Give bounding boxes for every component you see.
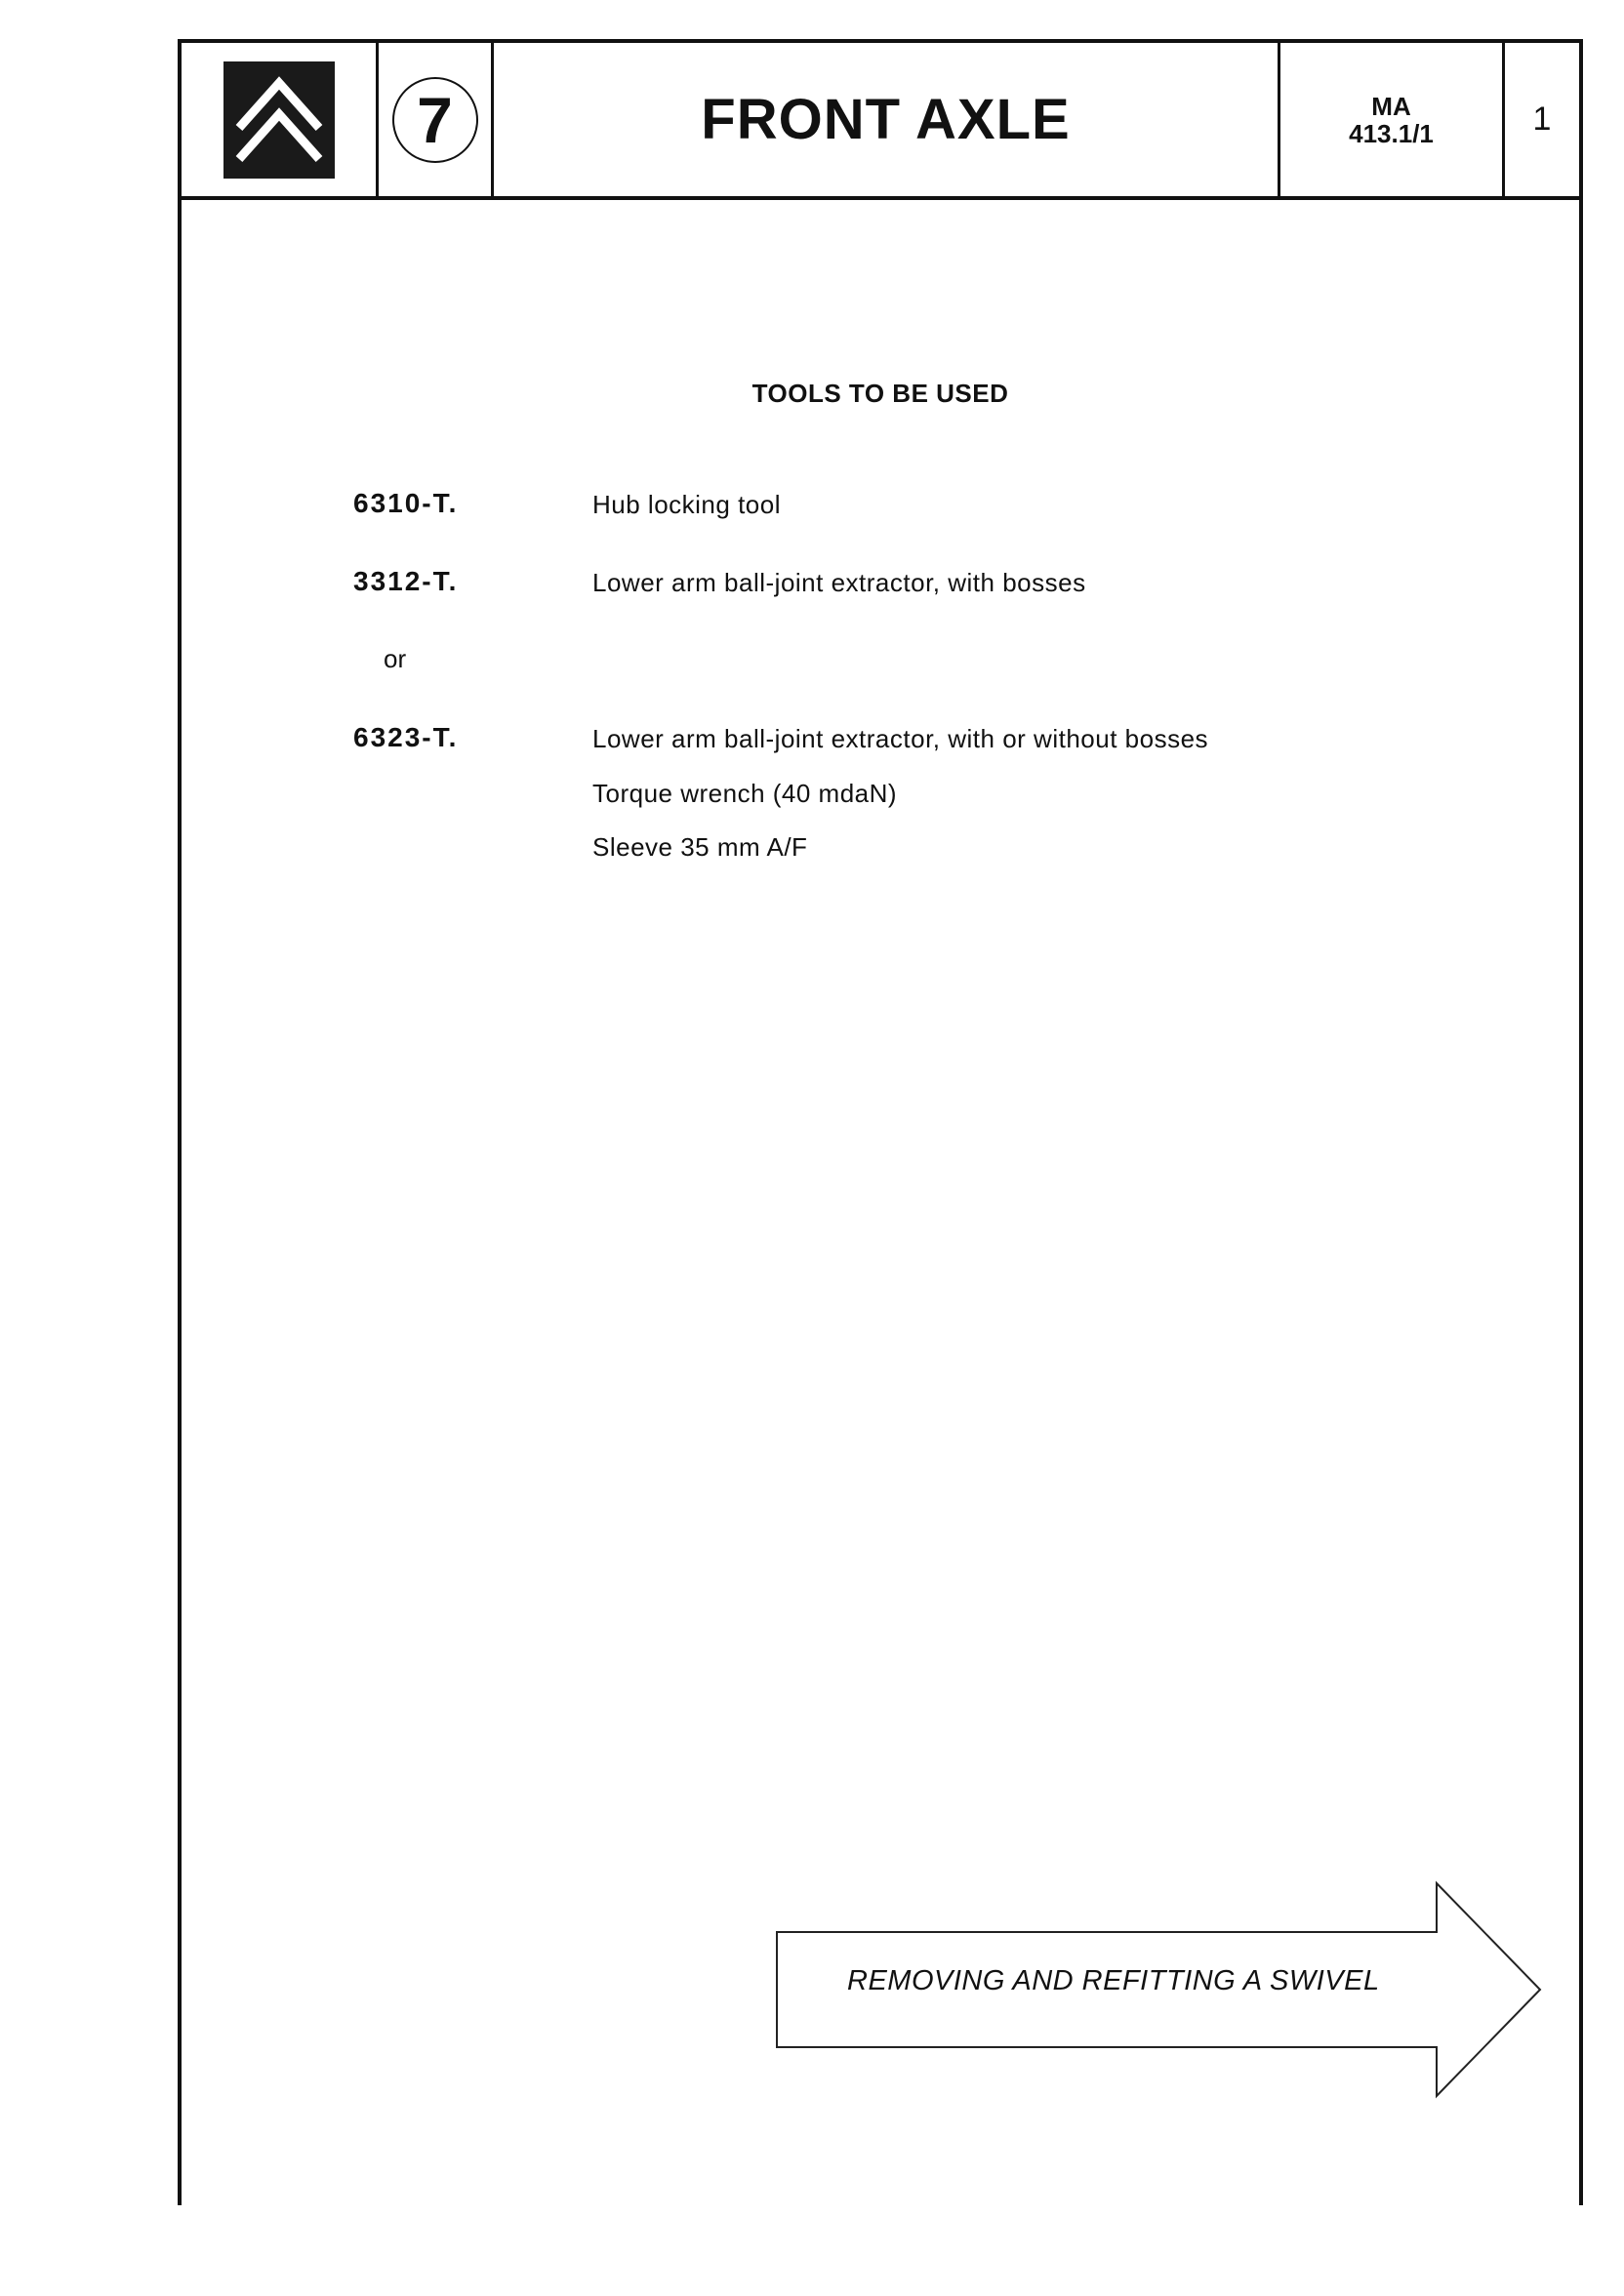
page-number: 1 bbox=[1532, 101, 1552, 138]
tool-code: 6323-T. bbox=[353, 722, 459, 752]
page-header bbox=[178, 39, 1583, 200]
next-section-label: REMOVING AND REFITTING A SWIVEL bbox=[847, 1965, 1380, 1996]
title-cell bbox=[494, 43, 1280, 196]
tool-code: 6310-T. bbox=[353, 488, 459, 518]
tool-description: Lower arm ball-joint extractor, with bosses bbox=[592, 568, 1086, 597]
page-number-cell bbox=[1505, 43, 1579, 196]
alternative-label: or bbox=[384, 644, 407, 673]
section-heading: TOOLS TO BE USED bbox=[751, 379, 1009, 408]
tool-row bbox=[353, 566, 1427, 601]
tool-row bbox=[353, 722, 1427, 757]
reference-number: 413.1/1 bbox=[1349, 118, 1434, 148]
tool-row bbox=[353, 777, 1427, 812]
tool-description: Lower arm ball-joint extractor, with or without bosses bbox=[592, 724, 1209, 753]
chapter-number-cell bbox=[379, 43, 494, 196]
brand-logo-icon bbox=[223, 61, 335, 179]
logo-cell bbox=[182, 43, 379, 196]
reference-code: MA bbox=[1371, 91, 1411, 121]
tool-description: Hub locking tool bbox=[592, 490, 781, 519]
reference-cell bbox=[1280, 43, 1505, 196]
next-section-arrow[interactable] bbox=[773, 1879, 1546, 2100]
tool-code: 3312-T. bbox=[353, 566, 459, 596]
tool-row bbox=[353, 488, 1427, 523]
chapter-number: 7 bbox=[392, 77, 478, 163]
tool-row bbox=[353, 830, 1427, 866]
tool-description: Torque wrench (40 mdaN) bbox=[592, 779, 898, 808]
tool-description: Sleeve 35 mm A/F bbox=[592, 832, 808, 862]
page-title: FRONT AXLE bbox=[701, 88, 1071, 151]
double-chevron-icon bbox=[231, 69, 327, 171]
